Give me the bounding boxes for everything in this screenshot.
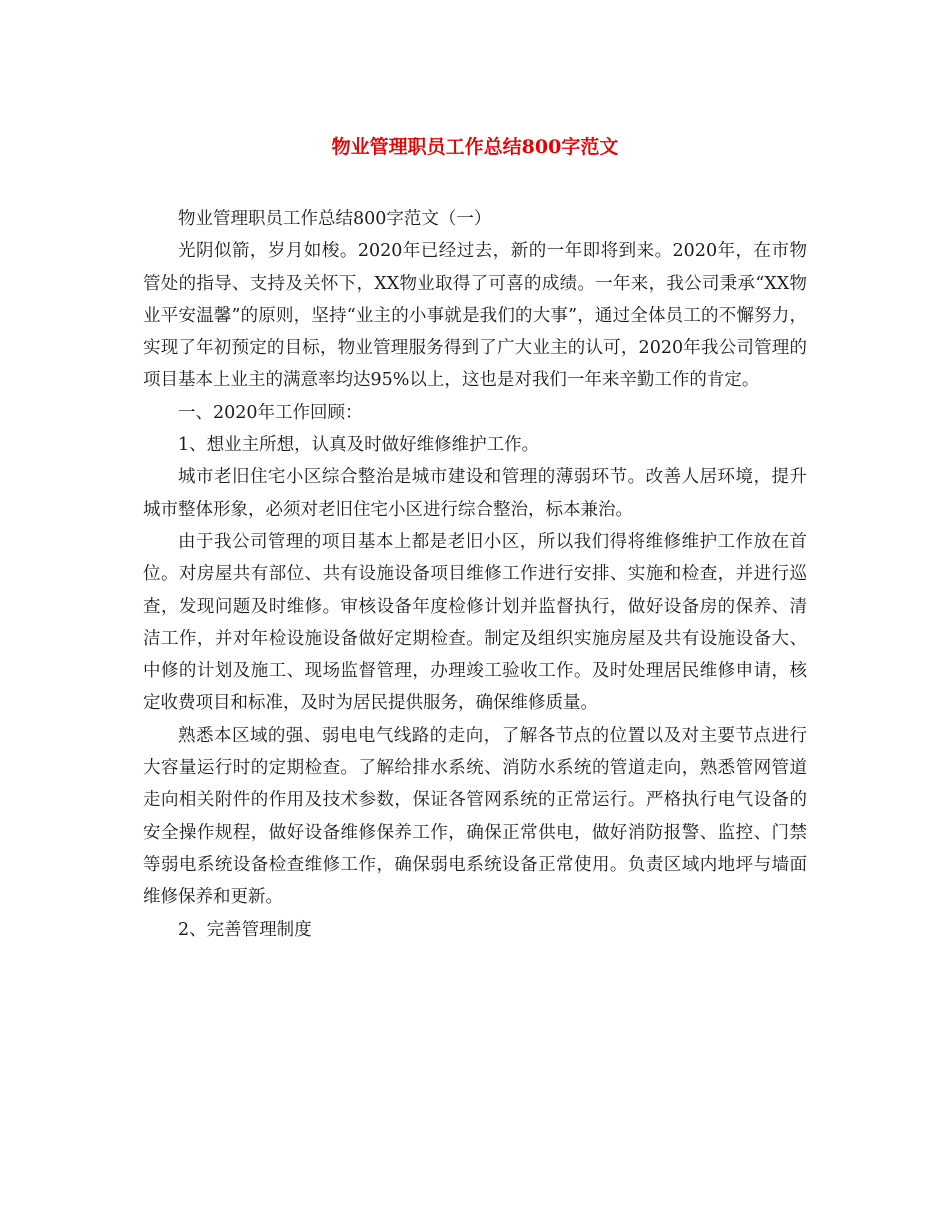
item-heading-maintenance: 1、想业主所想，认真及时做好维修维护工作。 [178,435,540,456]
document-title: 物业管理职员工作总结800字范文 [331,136,619,158]
item-heading-management-system: 2、完善管理制度 [178,919,312,940]
paragraph-renovation: 城市老旧住宅小区综合整治是城市建设和管理的薄弱环节。改善人居环境，提升城市整体形象，必须对老旧住宅小区进行综合整治，标本兼治。 [143,467,807,520]
document-body [143,203,807,946]
paragraph-electrical-systems: 熟悉本区域的强、弱电电气线路的走向，了解各节点的位置以及对主要节点进行大容量运行时的定期检查。了解给排水系统、消防水系统的管道走向，熟悉管网管道走向相关附件的作用及技术参数，保证各管网系统的正常运行。严格执行电气设备的安全操作规程，做好设备维修保养工作，确保正常供电，做好消防报警、监控、门禁等弱电系统设备检查维修工作，确保弱电系统设备正常使用。负责区域内地坪与墙面维修保养和更新。 [143,725,807,908]
paragraph-subtitle: 物业管理职员工作总结800字范文（一） [178,209,492,229]
section-heading-review: 一、2020年工作回顾： [178,402,363,423]
paragraph-intro: 光阴似箭，岁月如梭。2020年已经过去，新的一年即将到来。2020年，在市物管处的指导、支持及关怀下，XX物业取得了可喜的成绩。一年来，我公司秉承“XX物业平安温馨”的原则，坚持“业主的小事就是我们的大事”，通过全体员工的不懈努力，实现了年初预定的目标，物业管理服务得到了广大业主的认可，2020年我公司管理的项目基本上业主的满意率均达95%以上，这也是对我们一年来辛勤工作的肯定。 [143,241,807,391]
paragraph-maintenance-work: 由于我公司管理的项目基本上都是老旧小区，所以我们得将维修维护工作放在首位。对房屋共有部位、共有设施设备项目维修工作进行安排、实施和检查，并进行巡查，发现问题及时维修。审核设备年度检修计划并监督执行，做好设备房的保养、清洁工作，并对年检设施设备做好定期检查。制定及组织实施房屋及共有设施设备大、中修的计划及施工、现场监督管理，办理竣工验收工作。及时处理居民维修申请，核定收费项目和标准，及时为居民提供服务，确保维修质量。 [143,531,807,714]
